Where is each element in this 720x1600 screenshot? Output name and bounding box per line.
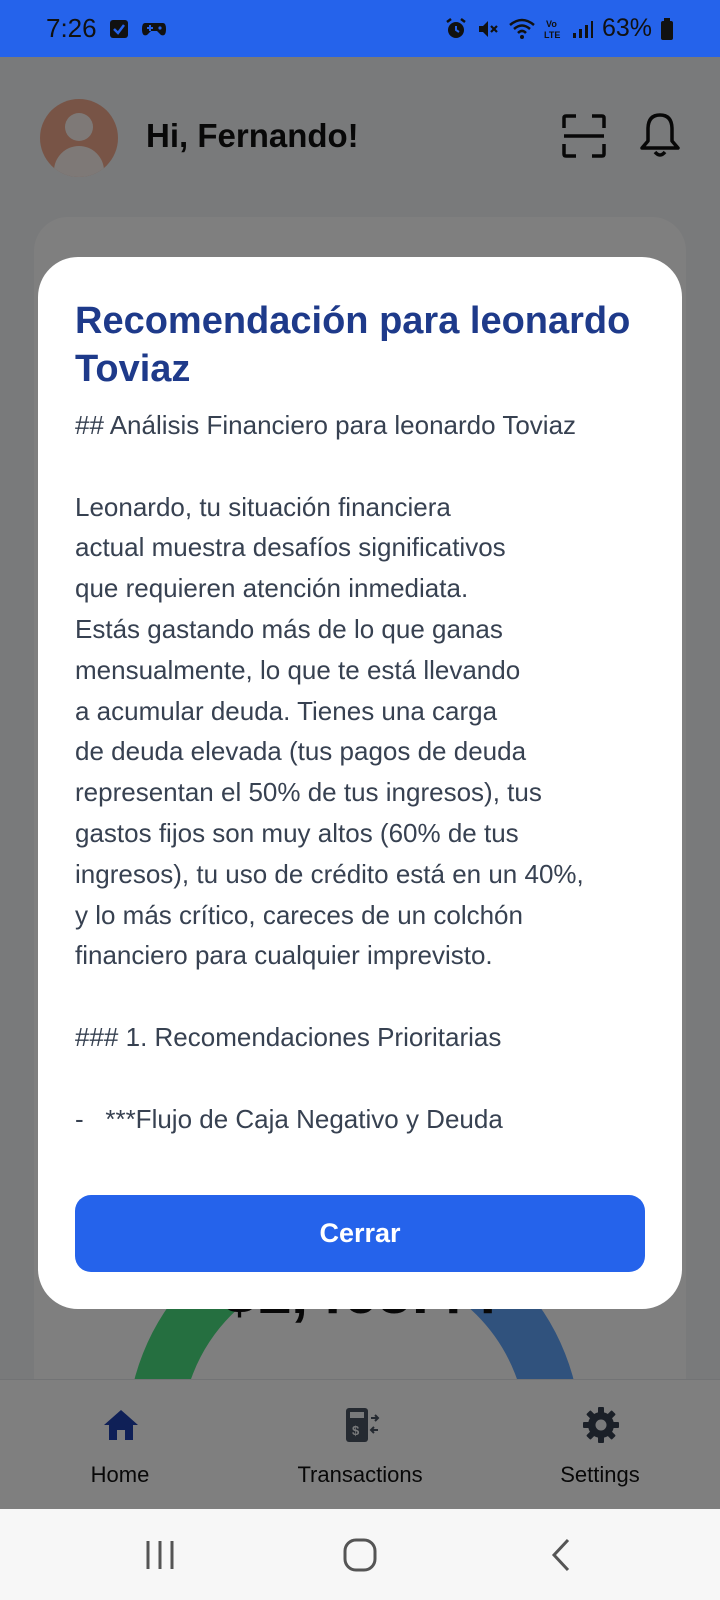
battery-percentage: 63% bbox=[601, 14, 652, 42]
back-icon[interactable] bbox=[532, 1531, 592, 1579]
analysis-heading: ## Análisis Financiero para leonardo Toviaz bbox=[75, 410, 577, 440]
wifi-icon bbox=[508, 18, 536, 40]
recommendation-modal bbox=[38, 257, 682, 1309]
recommendation-item: - ***Flujo de Caja Negativo y Deuda bbox=[75, 1103, 503, 1134]
battery-icon bbox=[660, 17, 674, 41]
checkbox-notification-icon bbox=[109, 19, 129, 39]
volte-icon bbox=[544, 17, 564, 41]
system-nav-bar bbox=[0, 1509, 720, 1600]
svg-text:Vo: Vo bbox=[545, 18, 557, 29]
mute-icon bbox=[476, 17, 500, 41]
analysis-paragraph: Leonardo, tu situación financiera actual muestra desafíos significativos que requieren atención inmediata. Estás gastando más de lo que ganas mensualmente, lo que te está llevando a acumular deuda. Tienes una carga de deuda elevada (tus pagos de deuda representan el 50% de tus ingresos), tus gastos fijos son muy altos (60% de tus ingresos), tu uso de crédito está en un 40%, y lo más crítico, careces de un colchón financiero para cualquier imprevisto. bbox=[75, 491, 584, 971]
recommendations-heading: ### 1. Recomendaciones Prioritarias bbox=[75, 1021, 502, 1052]
modal-title: Recomendación para leonardo Toviaz bbox=[75, 300, 631, 390]
modal-body[interactable] bbox=[75, 405, 665, 1135]
status-bar bbox=[0, 0, 720, 57]
game-controller-icon bbox=[141, 19, 167, 39]
alarm-icon bbox=[444, 17, 468, 41]
home-circle-icon[interactable] bbox=[330, 1531, 390, 1579]
status-time: 7:26 bbox=[46, 13, 97, 43]
close-button[interactable]: Cerrar bbox=[75, 1195, 645, 1272]
signal-icon bbox=[572, 19, 594, 39]
svg-text:LTE: LTE bbox=[543, 29, 561, 40]
recent-apps-icon[interactable] bbox=[130, 1531, 190, 1579]
